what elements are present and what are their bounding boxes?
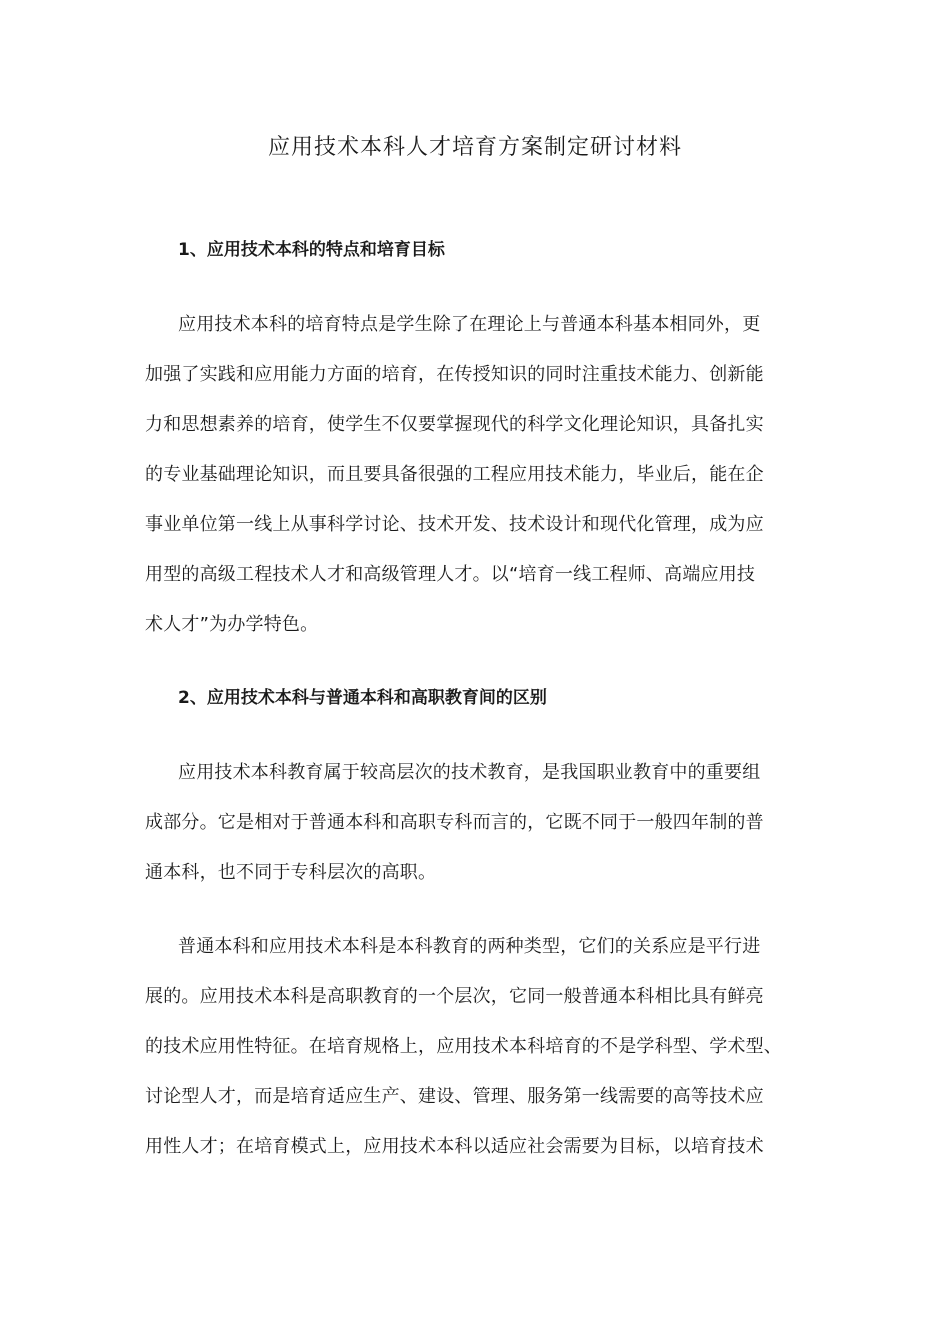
paragraph-line: 的专业基础理论知识，而且要具备很强的工程应用技术能力，毕业后，能在企 <box>145 464 764 485</box>
paragraph-line: 力和思想素养的培育，使学生不仅要掌握现代的科学文化理论知识，具备扎实 <box>145 414 764 435</box>
paragraph-line: 事业单位第一线上从事科学讨论、技术开发、技术设计和现代化管理，成为应 <box>145 514 764 535</box>
section-1-heading: 1、应用技术本科的特点和培育目标 <box>178 240 445 260</box>
paragraph-line: 术人才”为办学特色。 <box>145 614 319 635</box>
paragraph-line: 讨论型人才，而是培育适应生产、建设、管理、服务第一线需要的高等技术应 <box>145 1086 764 1107</box>
paragraph-line: 的技术应用性特征。在培育规格上，应用技术本科培育的不是学科型、学术型、 <box>145 1036 782 1057</box>
paragraph-line: 成部分。它是相对于普通本科和高职专科而言的，它既不同于一般四年制的普 <box>145 812 764 833</box>
paragraph-line: 应用技术本科教育属于较高层次的技术教育，是我国职业教育中的重要组 <box>178 762 761 783</box>
document-title: 应用技术本科人才培育方案制定研讨材料 <box>267 135 682 160</box>
paragraph-line: 应用技术本科的培育特点是学生除了在理论上与普通本科基本相同外，更 <box>178 314 761 335</box>
section-2-paragraph-2 <box>145 934 805 1184</box>
paragraph-line: 展的。应用技术本科是高职教育的一个层次，它同一般普通本科相比具有鲜亮 <box>145 986 764 1007</box>
section-2-paragraph-1 <box>145 760 805 910</box>
paragraph-line: 通本科，也不同于专科层次的高职。 <box>145 862 437 883</box>
section-1-paragraph-1 <box>145 312 805 662</box>
paragraph-line: 普通本科和应用技术本科是本科教育的两种类型，它们的关系应是平行进 <box>178 936 761 957</box>
section-2-heading: 2、应用技术本科与普通本科和高职教育间的区别 <box>178 688 547 708</box>
paragraph-line: 用型的高级工程技术人才和高级管理人才。以“培育一线工程师、高端应用技 <box>145 564 756 585</box>
paragraph-line: 加强了实践和应用能力方面的培育，在传授知识的同时注重技术能力、创新能 <box>145 364 764 385</box>
paragraph-line: 用性人才；在培育模式上，应用技术本科以适应社会需要为目标，以培育技术 <box>145 1136 764 1157</box>
